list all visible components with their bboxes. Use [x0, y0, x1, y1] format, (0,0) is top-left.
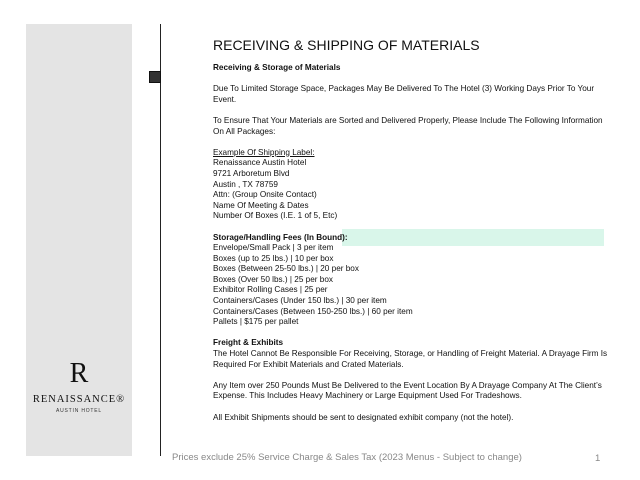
- receiving-heading: Receiving & Storage of Materials: [213, 63, 341, 72]
- label-line: Renaissance Austin Hotel: [213, 158, 307, 168]
- fee-item: Boxes (Between 25-50 lbs.) | 20 per box: [213, 264, 359, 274]
- fee-item: Containers/Cases (Under 150 lbs.) | 30 per item: [213, 296, 387, 306]
- label-line: Attn: (Group Onsite Contact): [213, 190, 317, 200]
- page-number: 1: [595, 453, 601, 464]
- fee-item: Envelope/Small Pack | 3 per item: [213, 243, 334, 253]
- section-marker: [149, 71, 161, 83]
- label-line: Name Of Meeting & Dates: [213, 200, 309, 210]
- fees-heading: Storage/Handling Fees (In Bound):: [213, 232, 348, 242]
- intro-paragraph: Due To Limited Storage Space, Packages May Be Delivered To The Hotel (3) Working Days Prior To Your Event.: [213, 84, 595, 104]
- document-body: [213, 63, 608, 423]
- fee-item: Boxes (Over 50 lbs.) | 25 per box: [213, 274, 333, 284]
- hotel-logo: [26, 360, 132, 414]
- exhibit-paragraph: All Exhibit Shipments should be sent to designated exhibit company (not the hotel).: [213, 412, 514, 422]
- label-line: Austin , TX 78759: [213, 179, 278, 189]
- sidebar-panel: [26, 24, 132, 456]
- footer-note: Prices exclude 25% Service Charge & Sales Tax (2023 Menus - Subject to change): [172, 452, 522, 463]
- fee-item: Boxes (up to 25 lbs.) | 10 per box: [213, 253, 334, 263]
- logo-mark: R: [69, 358, 89, 389]
- label-line: Number Of Boxes (I.E. 1 of 5, Etc): [213, 211, 338, 221]
- fee-item: Containers/Cases (Between 150-250 lbs.) | 60 per item: [213, 306, 413, 316]
- logo-subtitle: AUSTIN HOTEL: [56, 408, 102, 414]
- freight-heading: Freight & Exhibits: [213, 338, 284, 348]
- label-heading: Example Of Shipping Label:: [213, 147, 315, 157]
- fee-item: Exhibitor Rolling Cases | 25 per: [213, 285, 328, 295]
- label-line: 9721 Arboretum Blvd: [213, 168, 290, 178]
- page-title: RECEIVING & SHIPPING OF MATERIALS: [213, 37, 480, 53]
- fee-item: Pallets | $175 per pallet: [213, 317, 299, 327]
- ensure-paragraph: To Ensure That Your Materials are Sorted and Delivered Properly, Please Include The Following Information On All Packages:: [213, 115, 603, 136]
- freight-paragraph: The Hotel Cannot Be Responsible For Receiving, Storage, or Handling of Freight Material. A Drayage Firm Is Required For Exhibit Materials and Crated Materials.: [213, 349, 608, 369]
- logo-name: RENAISSANCE®: [32, 394, 126, 405]
- drayage-paragraph: Any Item over 250 Pounds Must Be Delivered to the Event Location By A Drayage Company At The Client’s Expense. This Includes Heavy Machinery or Large Equipment Used For Tradeshows.: [213, 380, 602, 401]
- divider-line: [160, 24, 161, 456]
